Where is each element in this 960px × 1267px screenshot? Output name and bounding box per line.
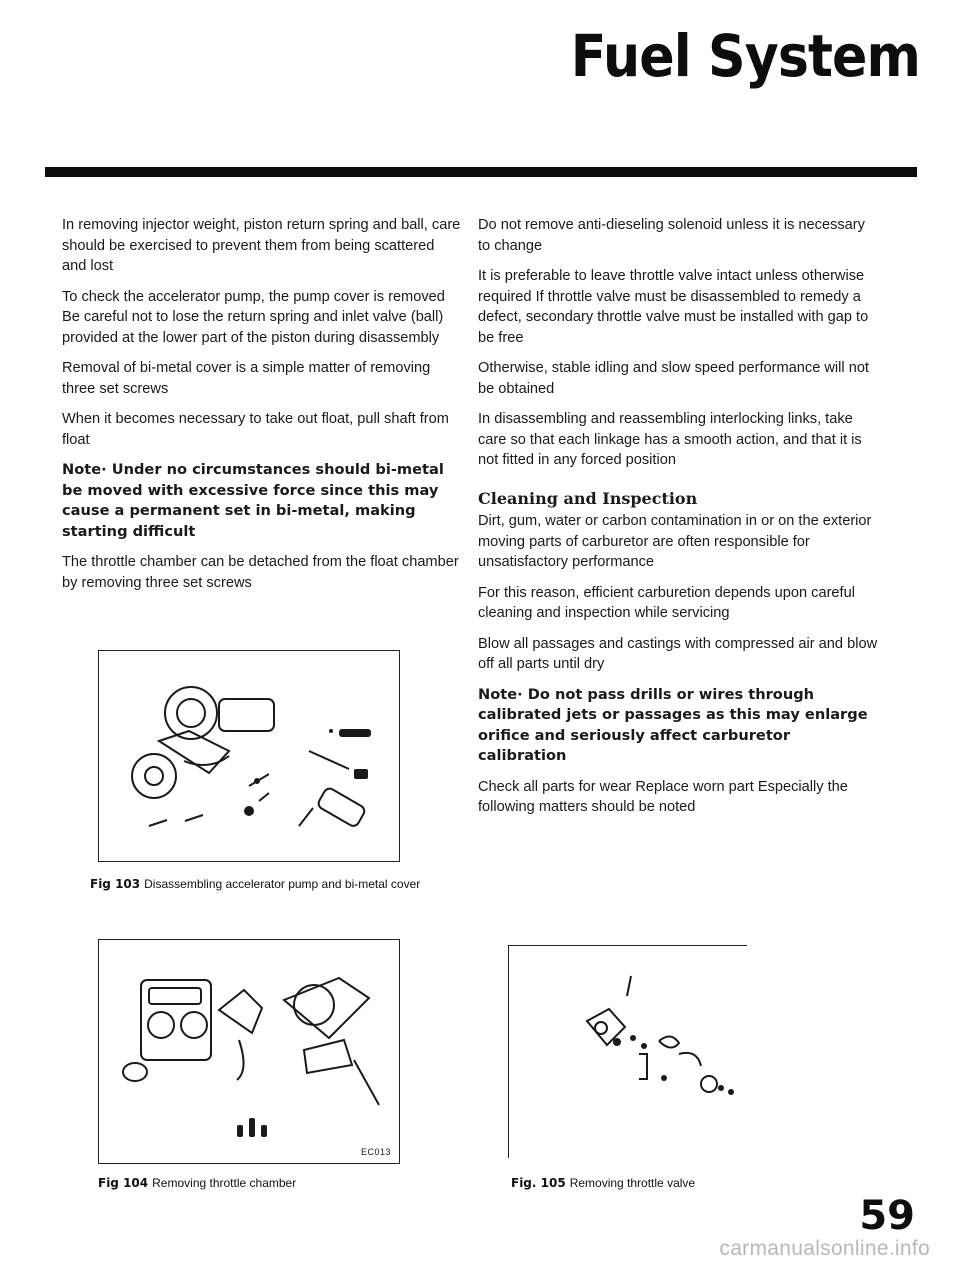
- figure-104: [98, 939, 400, 1164]
- figure-103-caption-text: Disassembling accelerator pump and bi-metal cover: [144, 877, 421, 891]
- left-column: [62, 215, 462, 603]
- section-paragraph-3: Blow all passages and castings with compressed air and blow off all parts until dry: [478, 635, 878, 672]
- header-rule: [45, 167, 917, 177]
- page-number: 59: [859, 1193, 915, 1239]
- figure-104-caption-text: Removing throttle chamber: [152, 1176, 297, 1190]
- figure-105-number: Fig. 105: [511, 1176, 566, 1190]
- left-paragraph-4: When it becomes necessary to take out float, pull shaft from float: [62, 411, 449, 448]
- left-paragraph-5: The throttle chamber can be detached from the float chamber by removing three set screws: [62, 554, 459, 591]
- right-column: [478, 215, 878, 828]
- figure-105-caption: [511, 1176, 831, 1190]
- watermark: carmanualsonline.info: [719, 1237, 930, 1260]
- accelerator-pump-illustration: [99, 651, 399, 861]
- right-note: Note· Do not pass drills or wires through calibrated jets or passages as this may enlarge orifice and seriously affect carburetor calibration: [478, 685, 868, 764]
- throttle-chamber-illustration: [99, 940, 399, 1163]
- right-paragraph-1: Do not remove anti-dieseling solenoid unless it is necessary to change: [478, 217, 865, 254]
- figure-103: [98, 650, 400, 862]
- left-note: Note· Under no circumstances should bi-metal be moved with excessive force since this may cause a permanent set in bi-metal, making starting difficult: [62, 461, 444, 540]
- right-paragraph-2: It is preferable to leave throttle valve intact unless otherwise required If throttle valve must be disassembled to remedy a defect, secondary throttle valve must be installed with gap to be free: [478, 268, 869, 346]
- figure-105: [508, 945, 747, 1158]
- page-title: Fuel System: [570, 22, 920, 90]
- left-paragraph-1: In removing injector weight, piston return spring and ball, care should be exercised to prevent them from being scattered and lost: [62, 217, 461, 274]
- right-paragraph-closing: Check all parts for wear Replace worn part Especially the following matters should be noted: [478, 778, 848, 815]
- throttle-valve-illustration: [509, 946, 747, 1158]
- section-paragraph-2: For this reason, efficient carburetion depends upon careful cleaning and inspection while servicing: [478, 584, 855, 621]
- figure-104-code: EC013: [360, 1147, 391, 1157]
- figure-104-number: Fig 104: [98, 1176, 149, 1190]
- figure-103-caption: [90, 877, 430, 891]
- section-heading: Cleaning and Inspection: [478, 488, 698, 508]
- left-paragraph-2: To check the accelerator pump, the pump cover is removed Be careful not to lose the return spring and inlet valve (ball) provided at the lower part of the piston during disassembly: [62, 288, 445, 346]
- figure-104-caption: [98, 1176, 438, 1190]
- left-paragraph-3: Removal of bi-metal cover is a simple matter of removing three set screws: [62, 360, 431, 397]
- right-paragraph-4: In disassembling and reassembling interlocking links, take care so that each linkage has a smooth action, and that it is not fitted in any forced position: [478, 411, 862, 468]
- section-paragraph-1: Dirt, gum, water or carbon contamination in or on the exterior moving parts of carburetor are often responsible for unsatisfactory performance: [478, 513, 872, 570]
- figure-105-caption-text: Removing throttle valve: [569, 1176, 696, 1190]
- figure-103-number: Fig 103: [90, 877, 141, 891]
- right-paragraph-3: Otherwise, stable idling and slow speed performance will not be obtained: [478, 360, 869, 397]
